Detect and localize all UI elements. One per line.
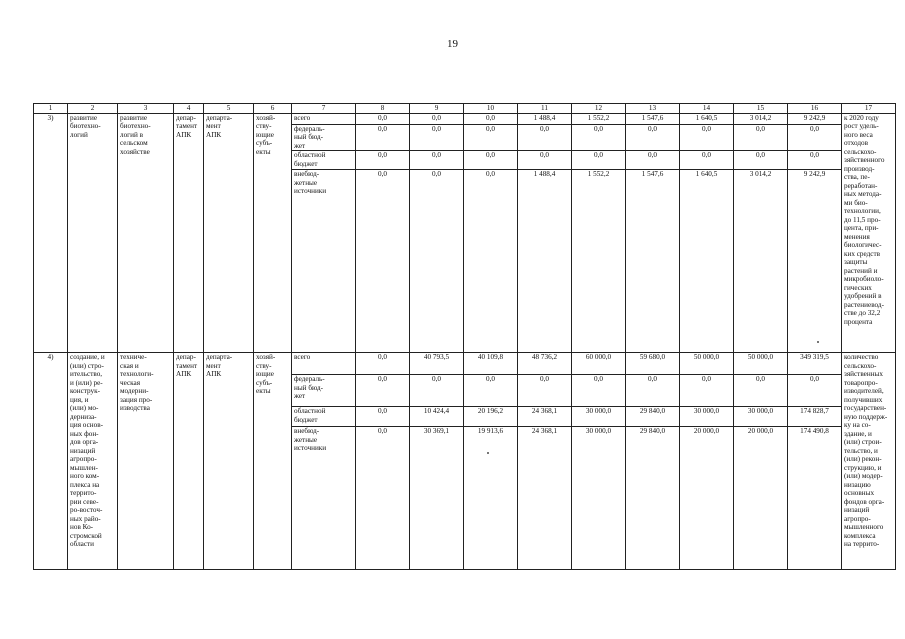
funding-value: 0,0 (464, 170, 518, 353)
column-number-4: 4 (174, 104, 204, 114)
funding-value: 174 490,8 (788, 427, 842, 570)
column-number-1: 1 (34, 104, 68, 114)
coordinator-text: департа- мент АПК (206, 114, 233, 139)
funding-value: 30 000,0 (680, 407, 734, 427)
funding-value: 1 547,6 (626, 114, 680, 125)
column-number-11: 11 (518, 104, 572, 114)
row-number (34, 353, 68, 570)
funding-source (292, 114, 356, 125)
expected-result (842, 114, 896, 353)
funding-value: 20 000,0 (680, 427, 734, 570)
funding-value: 30 000,0 (734, 407, 788, 427)
funding-value: 40 109,8 (464, 353, 518, 375)
funding-value: 3 014,2 (734, 114, 788, 125)
funding-value: 0,0 (464, 151, 518, 170)
funding-value: 30 000,0 (572, 427, 626, 570)
funding-value: 0,0 (356, 427, 410, 570)
funding-value: 0,0 (680, 151, 734, 170)
funding-value: 0,0 (734, 125, 788, 151)
column-number-9: 9 (410, 104, 464, 114)
funding-value: 48 736,2 (518, 353, 572, 375)
budget-table (33, 103, 896, 570)
funding-source (292, 353, 356, 375)
funding-value: 0,0 (356, 125, 410, 151)
funding-value: 0,0 (410, 114, 464, 125)
funding-value: 1 552,2 (572, 114, 626, 125)
event-name-text: техниче- ская и технологи- ческая модерни- зация про- изводства (120, 353, 154, 413)
funding-value: 59 680,0 (626, 353, 680, 375)
column-number-17: 17 (842, 104, 896, 114)
funding-value: 0,0 (464, 114, 518, 125)
funding-source-label: всего (294, 114, 311, 122)
funding-value: 1 488,4 (518, 170, 572, 353)
page-number: 19 (447, 38, 458, 50)
column-number-6: 6 (254, 104, 292, 114)
funding-value: 0,0 (734, 375, 788, 407)
funding-value: 0,0 (410, 125, 464, 151)
coordinator-text: департа- мент АПК (206, 353, 233, 379)
coordinator (204, 114, 254, 353)
funding-value: 0,0 (680, 375, 734, 407)
table-row (34, 353, 896, 375)
executor (174, 114, 204, 353)
funding-source-label: федераль- ный бюд- жет (294, 375, 325, 401)
column-number-8: 8 (356, 104, 410, 114)
funding-value: 0,0 (356, 407, 410, 427)
funding-value: 0,0 (788, 125, 842, 151)
scan-speck (817, 341, 819, 343)
funding-value: 0,0 (356, 170, 410, 353)
event-name-text: развитие биотехно- логий в сельском хозяйстве (120, 114, 151, 156)
funding-value: 0,0 (356, 151, 410, 170)
participants-text: хозяй- ству- ющие субъ- екты (256, 353, 276, 396)
funding-value: 0,0 (410, 375, 464, 407)
column-number-15: 15 (734, 104, 788, 114)
measure-name-text: создание, и (или) стро- ительство, и (или) ре- конструк- ция, и (или) мо- дерниза- ция основ- ных фон- дов орга- низаций агропро- мышлен- ного ком- плекса на террито- рии севе- ро-восточ- ных райо- нов Ко- стромской области (70, 353, 105, 549)
funding-value: 30 369,1 (410, 427, 464, 570)
column-number-12: 12 (572, 104, 626, 114)
funding-source (292, 375, 356, 407)
funding-value: 0,0 (788, 151, 842, 170)
funding-value: 24 368,1 (518, 407, 572, 427)
funding-value: 0,0 (680, 125, 734, 151)
funding-value: 0,0 (626, 375, 680, 407)
funding-source-label: внебюд- жетные источники (294, 170, 327, 196)
event-name (118, 114, 174, 353)
participants (254, 114, 292, 353)
funding-source-label: областной бюджет (294, 151, 326, 168)
funding-value: 0,0 (464, 375, 518, 407)
funding-value: 40 793,5 (410, 353, 464, 375)
funding-value: 19 913,6 (464, 427, 518, 570)
funding-value: 29 840,0 (626, 427, 680, 570)
row-number-text: 4) (47, 353, 54, 362)
funding-value: 0,0 (626, 151, 680, 170)
funding-value: 10 424,4 (410, 407, 464, 427)
measure-name (68, 114, 118, 353)
funding-source-label: всего (294, 353, 311, 362)
funding-source (292, 407, 356, 427)
funding-value: 1 488,4 (518, 114, 572, 125)
funding-value: 0,0 (734, 151, 788, 170)
expected-result-text: к 2020 году рост удель- ного веса отходов сельскохо- зяйственного производ- ства, пе- реработан- ных метода- ми био- технологии, до 11,5 про- цента, при- менения биологичес- ких средств защиты растений и микробиоло- гических удобрений в растениевод- стве до 32,2 процента (844, 114, 885, 326)
column-number-16: 16 (788, 104, 842, 114)
expected-result-text: количество сельскохо- зяйственных товаропро- изводителей, получивших государствен- ную поддерж- ку на со- здание, и (или) строи- тельство, и (или) рекон- струкцию, и (или) модер- низацию основных фондов орга- низаций агропро- мышленного комплекса на террито- (844, 353, 888, 549)
funding-value: 50 000,0 (734, 353, 788, 375)
expected-result (842, 353, 896, 570)
funding-value: 1 640,5 (680, 170, 734, 353)
funding-source (292, 170, 356, 353)
executor-text: депар- тамент АПК (176, 114, 198, 139)
funding-value: 0,0 (572, 125, 626, 151)
funding-source-label: областной бюджет (294, 407, 326, 424)
funding-value: 349 319,5 (788, 353, 842, 375)
funding-value: 0,0 (788, 375, 842, 407)
column-number-13: 13 (626, 104, 680, 114)
coordinator (204, 353, 254, 570)
funding-value: 9 242,9 (788, 170, 842, 353)
funding-value: 0,0 (572, 375, 626, 407)
event-name (118, 353, 174, 570)
funding-value: 0,0 (626, 125, 680, 151)
funding-value: 50 000,0 (680, 353, 734, 375)
funding-value: 0,0 (518, 125, 572, 151)
funding-value: 0,0 (410, 170, 464, 353)
funding-value: 30 000,0 (572, 407, 626, 427)
funding-value: 0,0 (356, 114, 410, 125)
funding-value: 3 014,2 (734, 170, 788, 353)
participants-text: хозяй- ству- ющие субъ- екты (256, 114, 276, 156)
executor (174, 353, 204, 570)
funding-source (292, 151, 356, 170)
funding-source (292, 427, 356, 570)
funding-value: 24 368,1 (518, 427, 572, 570)
measure-name-text: развитие биотехно- логий (70, 114, 101, 139)
column-number-5: 5 (204, 104, 254, 114)
funding-value: 174 828,7 (788, 407, 842, 427)
funding-value: 20 196,2 (464, 407, 518, 427)
funding-value: 0,0 (572, 151, 626, 170)
funding-value: 0,0 (518, 375, 572, 407)
funding-value: 9 242,9 (788, 114, 842, 125)
measure-name (68, 353, 118, 570)
column-number-14: 14 (680, 104, 734, 114)
column-number-10: 10 (464, 104, 518, 114)
funding-source (292, 125, 356, 151)
funding-value: 0,0 (356, 353, 410, 375)
column-number-3: 3 (118, 104, 174, 114)
funding-value: 0,0 (356, 375, 410, 407)
funding-value: 20 000,0 (734, 427, 788, 570)
participants (254, 353, 292, 570)
funding-value: 0,0 (518, 151, 572, 170)
funding-value: 29 840,0 (626, 407, 680, 427)
funding-value: 0,0 (410, 151, 464, 170)
funding-value: 1 640,5 (680, 114, 734, 125)
funding-source-label: внебюд- жетные источники (294, 427, 327, 453)
funding-source-label: федераль- ный бюд- жет (294, 125, 325, 150)
executor-text: депар- тамент АПК (176, 353, 198, 379)
table-row (34, 114, 896, 125)
funding-value: 1 547,6 (626, 170, 680, 353)
funding-value: 60 000,0 (572, 353, 626, 375)
row-number-text: 3) (47, 114, 54, 122)
column-number-7: 7 (292, 104, 356, 114)
scan-speck (487, 452, 489, 454)
funding-value: 1 552,2 (572, 170, 626, 353)
row-number (34, 114, 68, 353)
column-number-2: 2 (68, 104, 118, 114)
funding-value: 0,0 (464, 125, 518, 151)
table-header-row (34, 104, 896, 114)
